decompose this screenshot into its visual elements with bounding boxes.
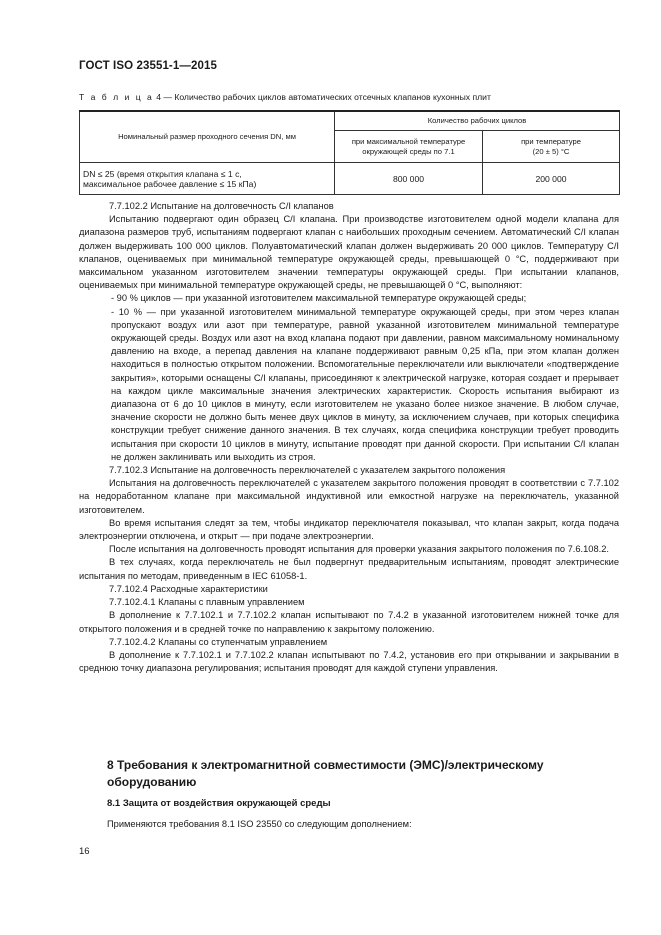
paragraph: После испытания на долговечность проводят испытания для проверки указания закрытого положения по 7.6.108.2.: [109, 544, 609, 555]
table-header-max-temp-line1: при максимальной температуре: [351, 136, 466, 146]
standard-header: ГОСТ ISO 23551-1—2015: [79, 60, 217, 72]
clause-7-7-102-2-heading: 7.7.102.2 Испытание на долговечность С/I клапанов: [109, 201, 334, 211]
clause-7-7-102-3-heading: 7.7.102.3 Испытание на долговечность переключателей с указателем закрытого положения: [109, 465, 506, 476]
table-caption-number: 4: [156, 92, 161, 102]
table-cell-condition-line1: DN ≤ 25 (время открытия клапана ≤ 1 с,: [83, 168, 242, 179]
table-caption-label: Т а б л и ц а: [79, 92, 154, 102]
table-cell-condition: [80, 163, 335, 195]
paragraph: В дополнение к 7.7.102.1 и 7.7.102.2 клапан испытывают по 7.4.2, установив его при открывании и закрывании в среднюю точку диапазона регулирования; испытания проводят для каждой ступени управления.: [79, 649, 619, 674]
section-8-title: 8 Требования к электромагнитной совместимости (ЭМС)/электрическому оборудованию: [107, 758, 544, 789]
body-text: [79, 200, 619, 675]
table-header-room-temp-line1: при температуре: [521, 136, 581, 146]
list-item: - 90 % циклов — при указанной изготовителем максимальной температуре окружающей среды;: [111, 293, 527, 304]
clause-7-7-102-4-2-heading: 7.7.102.4.2 Клапаны со ступенчатым управлением: [109, 636, 328, 647]
clause-7-7-102-4-heading: 7.7.102.4 Расходные характеристики: [109, 583, 268, 594]
section-8-1-text: Применяются требования 8.1 ISO 23550 со следующим дополнением:: [107, 819, 412, 829]
paragraph: Во время испытания следят за тем, чтобы индикатор переключателя показывал, что клапан закрыт, когда подача электроэнергии отключена, и открыт — при подаче электроэнергии.: [79, 517, 619, 542]
section-8-1-title: 8.1 Защита от воздействия окружающей среды: [107, 798, 331, 809]
paragraph: Испытания на долговечность переключателей с указателем закрытого положения проводят в соответствии с 7.7.102 на недоработанном клапане при максимальной индуктивной или емкостной нагрузке на переключатель, указанной изготовителем.: [79, 478, 619, 515]
table-header-room-temp: [483, 131, 620, 163]
list-item: - 10 % — при указанной изготовителем минимальной температуре окружающей среды, при этом через клапан пропускают воздух или азот при температуре, равной указанной изготовителем минимальной температуре окружающей среды. Воздух или азот на вход клапана подают при давлении, равном максимальному номинальному давлению на входе, а перепад давления на клапане поддерживают равным 0,25 кПа, при этом клапан должен находиться в полностью открытом положении. Вспомогательные переключатели или выключатели «подтверждение закрытия», которыми оснащены С/I клапаны, присоединяют к электрической нагрузке, которая создает и прерывает на каждом цикле максимальные значения электрических характеристик. Скорость испытания выбирают из диапазона от 6 до 10 циклов в минуту, если изготовителем не указано более низкое значение. В любом случае, значение скорости не должно быть менее двух циклов в минуту, за исключением случаев, при которых специфика конструкции требует снижение данного значения. В тех случаях, когда специфика конструкции требует проводить испытания при скорости 10 циклов в минуту, испытание проводят при данной скорости. При испытании С/I клапан не должен заклинивать или выходить из строя.: [111, 306, 619, 462]
paragraph: Испытанию подвергают один образец С/I клапана. При производстве изготовителем одной модели клапана для диапазона размеров труб, испытаниям подвергают клапан с наибольших проходным сечением. Автоматический С/I клапан должен выдерживать 100 000 циклов. Полуавтоматический клапан должен выдерживать 20 000 циклов. Температуру С/I клапанов, оцениваемых при минимальной температуре окружающей среды, превышающей 0 °С, поддерживают при максимальном указанном изготовителем значении температуры окружающей среды. При испытании клапанов, оцениваемых при минимальной температуре окружающей среды, не превышающей 0 °С, выполняют:: [79, 214, 619, 291]
cycles-table: [79, 110, 620, 195]
table-header-max-temp-line2: окружающей среды по 7.1: [362, 146, 455, 156]
table-caption: [79, 92, 619, 102]
table-row: [80, 163, 620, 195]
paragraph: В тех случаях, когда переключатель не был подвергнут предварительным испытаниям, проводят электрические испытания по методам, приведенным в IEC 61058-1.: [79, 557, 619, 581]
clause-7-7-102-4-1-heading: 7.7.102.4.1 Клапаны с плавным управлением: [109, 597, 305, 608]
table-header-size: Номинальный размер проходного сечения DN, мм: [80, 111, 335, 163]
table-caption-text: — Количество рабочих циклов автоматических отсечных клапанов кухонных плит: [163, 92, 491, 102]
table-cell-condition-line2: максимальное рабочее давление ≤ 15 кПа): [83, 178, 257, 189]
page-number: 16: [79, 846, 90, 857]
table-cell-value-max: 800 000: [335, 163, 483, 195]
table-header-max-temp: [335, 131, 483, 163]
table-header-room-temp-line2: (20 ± 5) °С: [532, 146, 570, 156]
table-header-cycles: Количество рабочих циклов: [335, 111, 620, 131]
table-cell-value-room: 200 000: [483, 163, 620, 195]
paragraph: В дополнение к 7.7.102.1 и 7.7.102.2 клапан испытывают по 7.4.2 в указанной изготовителем нижней точке для открытого положения и в средней точке по направлению к закрытому положению.: [79, 610, 619, 634]
